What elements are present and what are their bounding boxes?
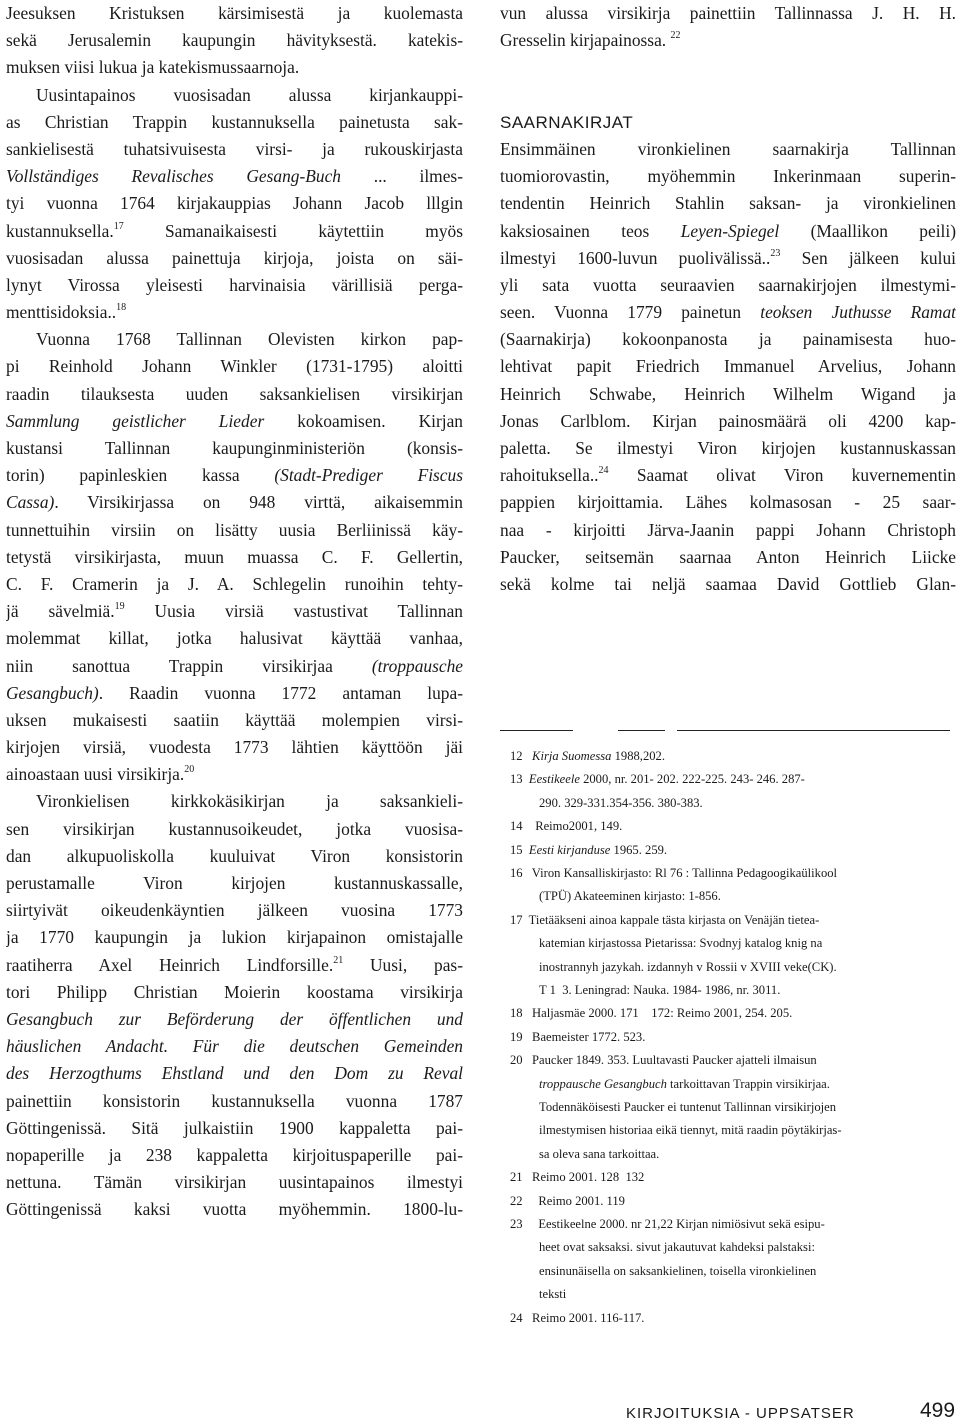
- text-segment: pi Reinhold Johann Winkler (1731-1795) aloitti: [6, 356, 463, 377]
- footnote-text: 13: [510, 772, 523, 787]
- body-text-line: [6, 381, 463, 408]
- text-segment: tori Philipp Christian Moierin koostama virsikirja: [6, 981, 463, 1002]
- body-text-line: [6, 136, 463, 163]
- footnote-line: [539, 791, 703, 815]
- section-heading: SAARNAKIRJAT: [500, 112, 634, 132]
- text-segment: Gesangbuch): [6, 682, 99, 703]
- footnote-text: 22 Reimo 2001. 119: [510, 1193, 625, 1208]
- text-segment: tendentin Heinrich Stahlin saksan- ja vironkielinen: [500, 193, 956, 214]
- footnote-line: [510, 1306, 644, 1330]
- text-segment: tuomiorovastin, myöhemmin Inkerinmaan superin-: [500, 166, 956, 187]
- text-segment: niin sanottua Trappin virsikirjaa: [6, 655, 372, 676]
- body-text-line: [6, 299, 463, 326]
- body-text-line: [6, 1169, 463, 1196]
- text-segment: dan alkupuoliskolla kuuluivat Viron konsistorin: [6, 845, 463, 866]
- footnote-line: [539, 884, 721, 908]
- text-segment: siirtyivät oikeudenkäyntien jälkeen vuosina 1773: [6, 900, 463, 921]
- text-segment: ... ilmes-: [340, 166, 463, 187]
- footnote-line: [510, 1001, 792, 1025]
- text-segment: sen virsikirjan kustannusoikeudet, jotka vuosisa-: [6, 818, 463, 839]
- text-segment: Leyen-Spiegel: [680, 220, 780, 241]
- body-text-line: [6, 924, 463, 951]
- footnote-text: 1965. 259.: [610, 842, 668, 857]
- body-text-line: [6, 1006, 463, 1033]
- footnote-text: heet ovat saksaksi. sivut jakautuvat kahdeksi palstaksi:: [539, 1240, 815, 1255]
- body-text-line: [500, 27, 956, 54]
- footnote-line: [539, 1072, 830, 1096]
- body-text-line: [6, 0, 463, 27]
- text-segment: kirjojen virsiä, vuodesta 1773 lähtien käyttöön jäi: [6, 737, 463, 758]
- footnote-reference: 24: [598, 465, 609, 477]
- text-segment: tyi vuonna 1764 kirjakauppias Johann Jacob lllgin: [6, 193, 463, 214]
- footnote-line: [539, 1282, 566, 1306]
- footnote-text: (TPÜ) Akateeminen kirjasto: 1-856.: [539, 889, 721, 904]
- footnote-line: [510, 1165, 644, 1189]
- body-text-line: [6, 326, 463, 353]
- page-number: 499: [920, 1399, 956, 1422]
- text-segment: sekä kolme tai neljä saamaa David Gottlieb Glan-: [500, 573, 956, 594]
- footnote-text: katemian kirjastossa Pietarissa: Svodnyj katalog knig na: [539, 936, 823, 951]
- footnote-text: 2000, nr. 201- 202. 222-225. 243- 246. 287-: [579, 772, 805, 787]
- footnote-text: 19 Baemeister 1772. 523.: [510, 1029, 646, 1044]
- body-text-line: [500, 353, 956, 380]
- body-text-line: [6, 870, 463, 897]
- body-text-line: [6, 816, 463, 843]
- text-segment: (Maallikon peili): [779, 220, 956, 241]
- text-segment: Jonas Carlblom. Kirjan painosmäärä oli 4200 kap-: [500, 410, 956, 431]
- footnote-line: [539, 978, 780, 1002]
- footnote-text: Todennäköisesti Paucker ei tuntenut Tallinnan virsikirjojen: [539, 1100, 837, 1114]
- footnote-line: [510, 1048, 817, 1072]
- blank-line: [500, 54, 956, 81]
- text-segment: Vuonna 1768 Tallinnan Olevisten kirkon pap-: [36, 329, 463, 350]
- body-text-line: [6, 598, 463, 625]
- text-segment: . Virsikirjassa on 948 virttä, aikaisemmin: [54, 492, 463, 513]
- text-segment: vuosisadan alussa painettuja kirjoja, joista on säi-: [6, 247, 463, 268]
- body-text-line: [6, 653, 463, 680]
- footnote-line: [510, 908, 819, 932]
- body-text-line: [6, 54, 463, 81]
- body-text-line: [500, 190, 956, 217]
- body-text-line: [6, 788, 463, 815]
- footnote-text: [523, 749, 532, 763]
- footnote-line: [539, 1259, 816, 1283]
- body-text-line: [500, 218, 956, 245]
- text-segment: pappien kirjoittamia. Lähes kolmasosan - 25 saar-: [500, 492, 956, 513]
- text-segment: Vollständiges Revalisches Gesang-Buch: [6, 166, 341, 187]
- footnote-reference: 22: [670, 30, 681, 42]
- text-segment: kustansi Tallinnan kaupunginministeriön (konsis-: [6, 438, 463, 458]
- body-text-line: [500, 0, 956, 27]
- body-text-line: [500, 435, 956, 462]
- footnote-reference: 17: [113, 220, 124, 232]
- body-text-line: [6, 571, 463, 598]
- text-segment: (troppausche: [371, 655, 463, 676]
- text-segment: (Saarnakirja) kokoonpanosta ja painamisesta huo-: [500, 329, 956, 350]
- body-text-line: [6, 952, 463, 979]
- text-segment: seen. Vuonna 1779 painetun: [500, 302, 761, 323]
- body-text-line: [500, 462, 956, 489]
- body-text-line: [500, 544, 956, 571]
- footnote-text: 23 Eestikeelne 2000. nr 21,22 Kirjan nimiösivut sekä esipu-: [510, 1217, 825, 1231]
- text-segment: as Christian Trappin kustannuksella painetusta sak-: [6, 111, 463, 132]
- body-text-line: [6, 544, 463, 571]
- footnote-text: ilmestymisen historiaa eikä tiennyt, mitä raadin pöytäkirjas-: [539, 1123, 842, 1138]
- body-text-line: [6, 979, 463, 1006]
- text-segment: painettiin konsistorin kustannuksella vuonna 1787: [6, 1090, 463, 1111]
- text-segment: muksen viisi lukua ja katekismussaarnoja.: [6, 57, 300, 78]
- text-segment: Paucker, seitsemän saarnaa Anton Heinrich Liicke: [500, 546, 956, 567]
- footnote-line: [510, 814, 622, 838]
- text-segment: kokoamisen. Kirjan: [264, 410, 463, 431]
- text-segment: ainoastaan uusi virsikirja.: [6, 764, 185, 785]
- text-segment: Gresselin kirjapainossa.: [500, 30, 671, 51]
- footnote-line: [510, 1025, 645, 1049]
- body-text-line: [6, 625, 463, 652]
- text-segment: yli sata vuotta seuraavien saarnakirjojen ilmestymi-: [500, 274, 956, 295]
- footnote-text: troppausche Gesangbuch: [539, 1076, 667, 1091]
- body-text-line: [6, 843, 463, 870]
- footnote-text: ensinunäisella on saksankielinen, toisella vironkielinen: [539, 1263, 817, 1278]
- text-segment: Vironkielisen kirkkokäsikirjan ja saksankieli-: [36, 791, 463, 812]
- body-text-line: [6, 462, 463, 489]
- footnote-line: [539, 1095, 836, 1119]
- text-segment: Ensimmäinen vironkielinen saarnakirja Tallinnan: [500, 138, 956, 159]
- text-segment: Sammlung geistlicher Lieder: [6, 410, 265, 431]
- right-column: [500, 0, 956, 598]
- body-text-line: [6, 1142, 463, 1169]
- body-text-line: [6, 82, 463, 109]
- footnote-text: sa oleva sana tarkoittaa.: [539, 1146, 660, 1161]
- body-text-line: [500, 381, 956, 408]
- text-segment: Göttingenissä. Sitä julkaistiin 1900 kappaletta pai-: [6, 1117, 463, 1138]
- footnote-reference: 19: [114, 601, 125, 613]
- body-text-line: [6, 408, 463, 435]
- footnote-line: [539, 1142, 659, 1166]
- footnote-line: [510, 767, 805, 791]
- footnote-text: 12: [510, 749, 523, 763]
- body-text-line: [6, 245, 463, 272]
- text-segment: . Raadin vuonna 1772 antaman lupa-: [98, 682, 463, 703]
- text-segment: sekä Jerusalemin kaupungin hävityksestä. katekis-: [6, 30, 463, 51]
- body-text-line: [6, 27, 463, 54]
- footnote-text: 1988,202.: [611, 749, 665, 763]
- text-segment: häuslichen Andacht. Für die deutschen Gemeinden: [6, 1036, 463, 1057]
- body-text-line: [6, 190, 463, 217]
- text-segment: Uusia virsiä vastustivat Tallinnan: [124, 601, 463, 622]
- text-segment: (Stadt-Prediger Fiscus: [274, 465, 463, 486]
- footnote-text: T 1 3. Leningrad: Nauka. 1984- 1986, nr. 3011.: [539, 983, 781, 997]
- footnote-reference: 20: [184, 764, 195, 776]
- text-segment: des Herzogthums Ehstland und den Dom zu Reval: [6, 1063, 463, 1084]
- text-segment: nopaperille ja 238 kappaletta kirjoituspaperille pai-: [6, 1144, 463, 1165]
- footnote-rule: [500, 730, 950, 732]
- text-segment: molemmat killat, jotka halusivat käyttää vanhaa,: [6, 628, 463, 649]
- text-segment: tunnettuihin virsiin on lisätty uusia Berliinissä käy-: [6, 519, 463, 540]
- text-segment: vun alussa virsikirja painettiin Tallinnassa J. H. H.: [500, 3, 956, 23]
- footnote-text: Eesti kirjanduse: [528, 842, 611, 857]
- footnote-text: 16 Viron Kansalliskirjasto: Rl 76 : Tallinna Pedagoogikaülikool: [510, 866, 838, 880]
- text-segment: paletta. Se ilmestyi Viron kirjojen kustannuskassan: [500, 438, 956, 458]
- blank-line: [500, 82, 956, 109]
- footnote-line: [539, 1118, 842, 1142]
- text-segment: kustannuksella.: [6, 220, 114, 241]
- text-segment: lynyt Virossa yleisesti harvinaisia värillisiä perga-: [6, 274, 463, 295]
- body-text-line: [6, 218, 463, 245]
- body-text-line: [6, 109, 463, 136]
- text-segment: Uusi, pas-: [343, 954, 463, 975]
- footnote-reference: 21: [333, 954, 344, 966]
- footnote-line: [510, 1189, 625, 1213]
- body-text-line: [500, 136, 956, 163]
- body-text-line: [500, 326, 956, 353]
- footnote-text: teksti: [539, 1287, 567, 1302]
- body-text-line: [6, 517, 463, 544]
- text-segment: lehtivat papit Friedrich Immanuel Arvelius, Johann: [500, 356, 956, 377]
- text-segment: Samanaikaisesti käytettiin myös: [123, 220, 463, 241]
- text-segment: Sen jälkeen kului: [780, 247, 956, 268]
- footnote-text: 17 Tietääkseni ainoa kappale tästa kirjasta on Venäjän tietea-: [510, 912, 820, 927]
- footnote-line: [510, 744, 665, 768]
- text-segment: uksen mukaisesti saatiin käyttää molempien virsi-: [6, 709, 463, 730]
- text-segment: nettuna. Tämän virsikirjan uusintapainos ilmestyi: [6, 1172, 463, 1193]
- text-segment: Uusintapainos vuosisadan alussa kirjankauppi-: [36, 84, 463, 105]
- body-text-line: [500, 489, 956, 516]
- text-segment: Gesangbuch zur Beförderung der öffentlichen und: [6, 1008, 463, 1029]
- text-segment: torin) papinleskien kassa: [6, 465, 275, 486]
- footnote-text: Kirja Suomessa: [532, 749, 612, 763]
- footnote-text: 21 Reimo 2001. 128 132: [510, 1170, 645, 1185]
- body-text-line: [500, 163, 956, 190]
- footnote-text: tarkoittavan Trappin virsikirjaa.: [666, 1076, 830, 1091]
- page-footer: [626, 1399, 960, 1425]
- body-text-line: [500, 272, 956, 299]
- body-text-line: [6, 734, 463, 761]
- footnote-text: 24 Reimo 2001. 116-117.: [510, 1310, 645, 1325]
- body-text-line: [6, 707, 463, 734]
- footnote-line: [510, 861, 837, 885]
- text-segment: Cassa): [6, 492, 55, 513]
- text-segment: kaksiosainen teos: [500, 220, 681, 241]
- body-text-line: [500, 245, 956, 272]
- body-text-line: [6, 353, 463, 380]
- text-segment: Heinrich Schwabe, Heinrich Wilhelm Wigand ja: [500, 383, 956, 404]
- left-column: [6, 0, 463, 1223]
- body-text-line: [6, 897, 463, 924]
- footnote-text: 290. 329-331.354-356. 380-383.: [539, 795, 703, 810]
- text-segment: ilmestyi 1600-luvun puolivälissä..: [500, 247, 771, 268]
- text-segment: C. F. Cramerin ja J. A. Schlegelin runoihin tehty-: [6, 573, 463, 594]
- text-segment: ja 1770 kaupungin ja lukion kirjapainon omistajalle: [6, 927, 463, 948]
- text-segment: rahoituksella..: [500, 465, 599, 486]
- footnote-text: inostrannyh jazykah. izdannyh v Rossii v XVIII veke(CK).: [539, 959, 837, 974]
- body-text-line: [6, 272, 463, 299]
- footnote-reference: 18: [116, 302, 127, 314]
- footnote-line: [539, 931, 822, 955]
- footnote-text: 20 Paucker 1849. 353. Luultavasti Paucker ajatteli ilmaisun: [510, 1053, 817, 1068]
- text-segment: teoksen Juthusse Ramat: [760, 302, 956, 323]
- body-text-line: [6, 1196, 463, 1223]
- text-segment: tetystä virsikirjasta, muun muassa C. F. Gellertin,: [6, 546, 463, 567]
- footnote-line: [539, 955, 837, 979]
- text-segment: perustamalle Viron kirjojen kustannuskassalle,: [6, 873, 463, 893]
- text-segment: Saamat olivat Viron kuvernementin: [608, 465, 956, 486]
- body-text-line: [6, 1033, 463, 1060]
- body-text-line: [6, 761, 463, 788]
- footnote-line: [510, 1212, 825, 1236]
- footnote-text: 15: [510, 842, 529, 857]
- text-segment: sankielisestä tuhatsivuisesta virsi- ja rukouskirjasta: [6, 138, 463, 159]
- body-text-line: [6, 1115, 463, 1142]
- text-segment: naa - kirjoitti Järva-Jaanin pappi Johann Christoph: [500, 519, 956, 540]
- footnote-reference: 23: [770, 247, 781, 259]
- footnote-text: 18 Haljasmäe 2000. 171 172: Reimo 2001, 254. 205.: [510, 1006, 793, 1021]
- running-title: KIRJOITUKSIA - UPPSATSER: [626, 1405, 855, 1422]
- body-text-line: [6, 1088, 463, 1115]
- body-text-line: [6, 489, 463, 516]
- text-segment: menttisidoksia..: [6, 302, 117, 323]
- text-segment: jä sävelmiä.: [6, 601, 115, 622]
- body-text-line: [500, 299, 956, 326]
- footnote-line: [539, 1235, 815, 1259]
- footnote-text: Eestikeele: [528, 772, 580, 787]
- text-segment: raatiherra Axel Heinrich Lindforsille.: [6, 954, 334, 975]
- body-text-line: [6, 1060, 463, 1087]
- text-segment: Göttingenissä kaksi vuotta myöhemmin. 1800-lu-: [6, 1199, 463, 1220]
- body-text-line: [6, 163, 463, 190]
- body-text-line: [6, 435, 463, 462]
- footnote-text: 14 Reimo2001, 149.: [510, 819, 623, 834]
- body-text-line: [500, 517, 956, 544]
- body-text-line: [500, 408, 956, 435]
- body-text-line: [6, 680, 463, 707]
- text-segment: raadin tilauksesta uuden saksankielisen virsikirjan: [6, 383, 463, 404]
- body-text-line: [500, 571, 956, 598]
- footnote-line: [510, 838, 667, 862]
- text-segment: Jeesuksen Kristuksen kärsimisestä ja kuolemasta: [6, 3, 463, 23]
